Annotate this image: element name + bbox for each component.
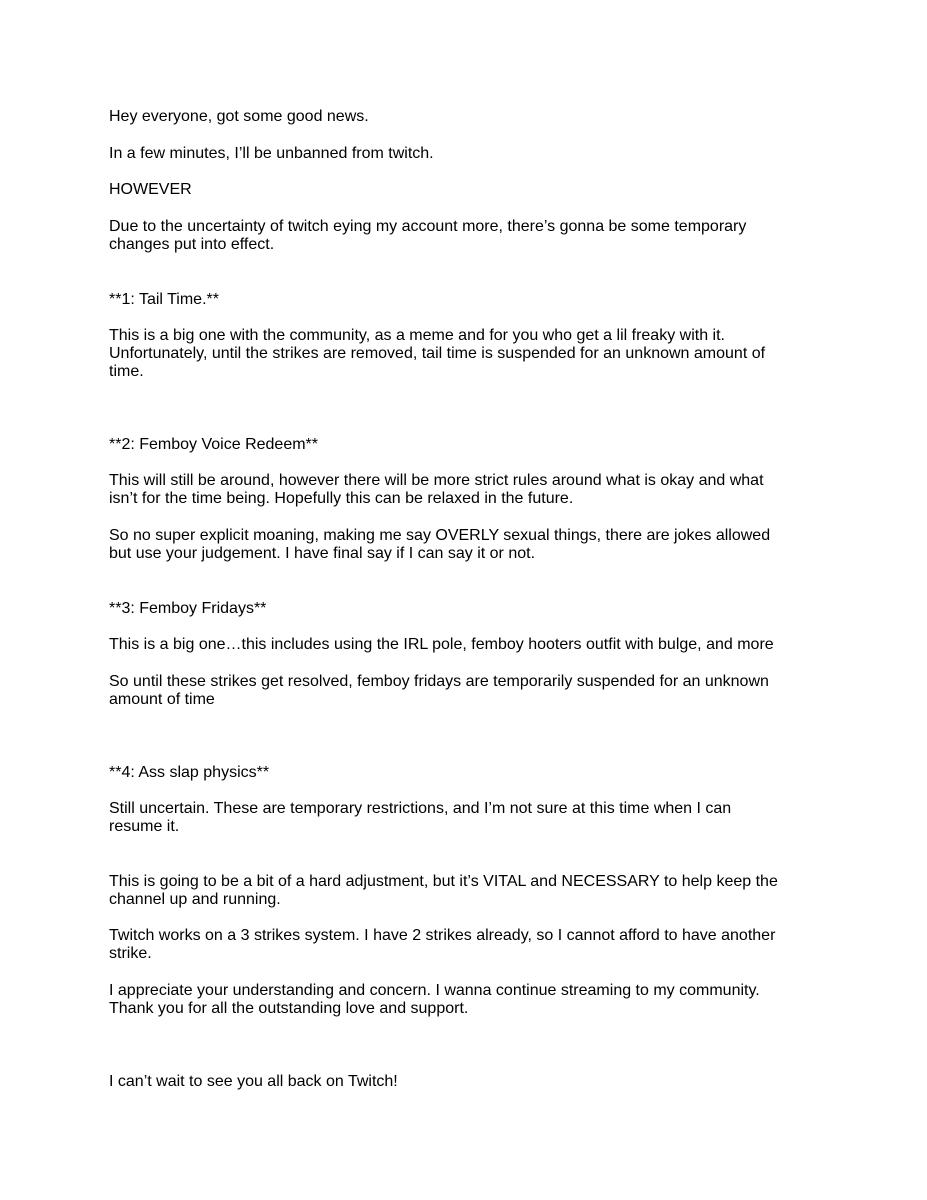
section-1-line-3: time. bbox=[109, 363, 144, 380]
section-2-line-2: isn’t for the time being. Hopefully this can be relaxed in the future. bbox=[109, 490, 574, 507]
signoff-text: I can’t wait to see you all back on Twitch! bbox=[109, 1073, 398, 1090]
section-3-line-1: This is a big one…this includes using the IRL pole, femboy hooters outfit with bulge, and more bbox=[109, 636, 774, 653]
section-2-heading: **2: Femboy Voice Redeem** bbox=[109, 436, 318, 453]
closing-line-5: I appreciate your understanding and concern. I wanna continue streaming to my community. bbox=[109, 982, 760, 999]
however-text: HOWEVER bbox=[109, 181, 192, 198]
section-3-heading: **3: Femboy Fridays** bbox=[109, 600, 267, 617]
closing-line-2: channel up and running. bbox=[109, 891, 281, 908]
closing-line-6: Thank you for all the outstanding love and support. bbox=[109, 1000, 469, 1017]
section-1-line-2: Unfortunately, until the strikes are removed, tail time is suspended for an unknown amount of bbox=[109, 345, 766, 362]
section-4-line-1: Still uncertain. These are temporary restrictions, and I’m not sure at this time when I can bbox=[109, 800, 732, 817]
closing-line-1: This is going to be a bit of a hard adjustment, but it’s VITAL and NECESSARY to help keep the bbox=[109, 873, 778, 890]
intro-line-1: Due to the uncertainty of twitch eying my account more, there’s gonna be some temporary bbox=[109, 218, 747, 235]
section-2-line-4: but use your judgement. I have final say if I can say it or not. bbox=[109, 545, 536, 562]
section-1-line-1: This is a big one with the community, as a meme and for you who get a lil freaky with it. bbox=[109, 327, 725, 344]
section-3-line-3: amount of time bbox=[109, 691, 215, 708]
section-3-line-2: So until these strikes get resolved, femboy fridays are temporarily suspended for an unknown bbox=[109, 673, 769, 690]
closing-line-4: strike. bbox=[109, 945, 152, 962]
section-2-line-3: So no super explicit moaning, making me say OVERLY sexual things, there are jokes allowed bbox=[109, 527, 771, 544]
unban-text: In a few minutes, I’ll be unbanned from twitch. bbox=[109, 145, 434, 162]
section-1-heading: **1: Tail Time.** bbox=[109, 291, 219, 308]
section-2-line-1: This will still be around, however there will be more strict rules around what is okay and what bbox=[109, 472, 764, 489]
closing-line-3: Twitch works on a 3 strikes system. I have 2 strikes already, so I cannot afford to have another bbox=[109, 927, 776, 944]
section-4-heading: **4: Ass slap physics** bbox=[109, 764, 270, 781]
section-4-line-2: resume it. bbox=[109, 818, 180, 835]
intro-line-2: changes put into effect. bbox=[109, 236, 275, 253]
greeting-text: Hey everyone, got some good news. bbox=[109, 108, 369, 125]
